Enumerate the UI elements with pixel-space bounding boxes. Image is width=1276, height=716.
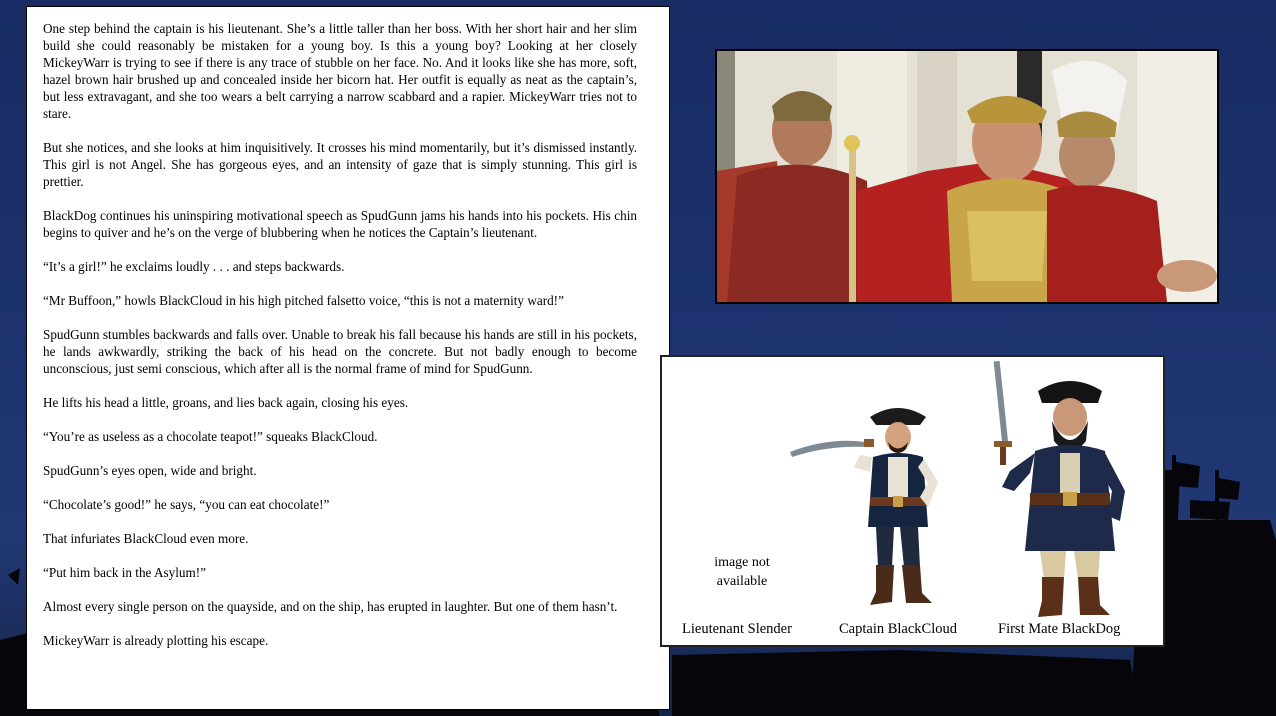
roman-scene-photo <box>715 49 1219 304</box>
story-paragraph: SpudGunn stumbles backwards and falls over. Unable to break his fall because his hands are still in his pockets, he lands awkwardly, striking the back of his head on the concrete. But not badly enough to become unconscious, just semi conscious, which after all is the normal frame of mind for SpudGunn. <box>43 327 637 376</box>
image-unavailable-placeholder <box>702 553 782 591</box>
first-mate-blackdog-illustration <box>980 361 1160 623</box>
story-text-panel <box>26 6 670 710</box>
story-paragraph: SpudGunn’s eyes open, wide and bright. <box>43 463 257 478</box>
caption-lieutenant-slender: Lieutenant Slender <box>682 621 792 637</box>
placeholder-line-1: image not <box>714 555 770 570</box>
story-paragraph: MickeyWarr is already plotting his escape. <box>43 633 269 648</box>
caption-captain-blackcloud: Captain BlackCloud <box>839 621 957 637</box>
story-paragraph: That infuriates BlackCloud even more. <box>43 531 249 546</box>
character-cast-panel <box>660 355 1165 647</box>
captain-blackcloud-illustration <box>788 397 958 612</box>
story-paragraph: “You’re as useless as a chocolate teapot!” squeaks BlackCloud. <box>43 429 378 444</box>
story-paragraph: “Mr Buffoon,” howls BlackCloud in his high pitched falsetto voice, “this is not a maternity ward!” <box>43 293 564 308</box>
story-paragraph: But she notices, and she looks at him inquisitively. It crosses his mind momentarily, but it’s dismissed instantly. This girl is not Angel. She has gorgeous eyes, and an intensity of gaze that is simply stunning. This girl is prettier. <box>43 140 637 189</box>
story-paragraph: “It’s a girl!” he exclaims loudly . . . and steps backwards. <box>43 259 345 274</box>
story-paragraph: BlackDog continues his uninspiring motivational speech as SpudGunn jams his hands into his pockets. His chin begins to quiver and he’s on the verge of blubbering when he notices the Captain’s lieutenant. <box>43 208 637 240</box>
placeholder-line-2: available <box>716 574 768 589</box>
story-paragraph: He lifts his head a little, groans, and lies back again, closing his eyes. <box>43 395 409 410</box>
caption-first-mate-blackdog: First Mate BlackDog <box>998 621 1121 637</box>
story-paragraph: “Chocolate’s good!” he says, “you can eat chocolate!” <box>43 497 330 512</box>
story-paragraph: Almost every single person on the quayside, and on the ship, has erupted in laughter. But one of them hasn’t. <box>43 599 618 614</box>
story-paragraph: One step behind the captain is his lieutenant. She’s a little taller than her boss. With her short hair and her slim build she could reasonably be mistaken for a young boy. Is this a young boy? Looking at her closely MickeyWarr is trying to see if there is any trace of stubble on her face. No. And it looks like she has more, soft, hazel brown hair brushed up and concealed inside her bicorn hat. Her outfit is equally as neat as the captain’s, but less extravagant, and she too wears a belt carrying a narrow scabbard and a rapier. MickeyWarr tries not to stare. <box>43 21 637 121</box>
story-paragraph: “Put him back in the Asylum!” <box>43 565 206 580</box>
